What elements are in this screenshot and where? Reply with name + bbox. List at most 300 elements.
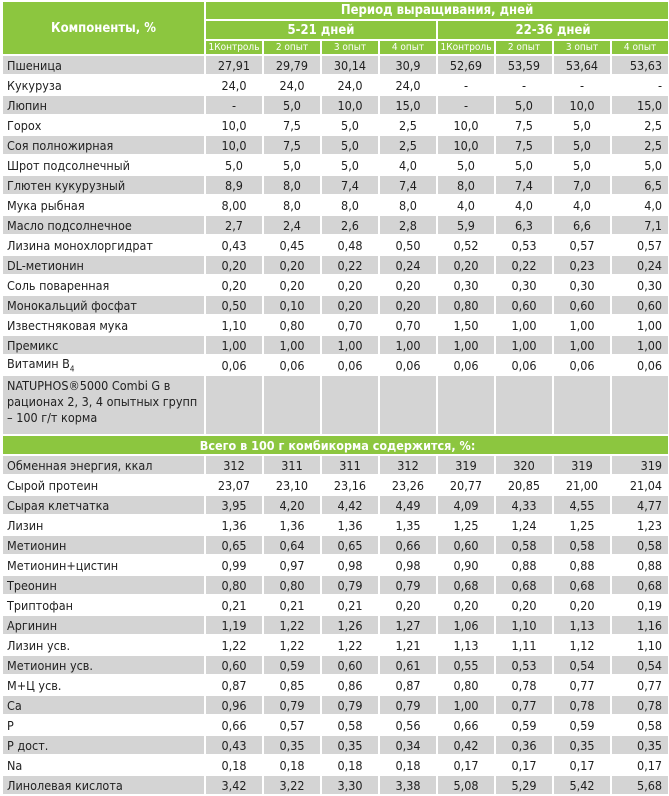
value-cell: 0,79 — [321, 575, 379, 595]
table-row — [2, 675, 669, 695]
row-label-text: Аргинин — [7, 617, 58, 633]
value-cell: 1,22 — [321, 635, 379, 655]
value-cell: 6,3 — [495, 215, 553, 235]
value-cell: 1,00 — [611, 315, 669, 335]
value-cell: 1,00 — [553, 335, 611, 355]
value-cell: 53,63 — [611, 55, 669, 75]
value-cell: 5,0 — [495, 155, 553, 175]
value-cell: 0,56 — [379, 715, 437, 735]
value-cell: 1,10 — [205, 315, 263, 335]
value-cell: 1,21 — [379, 635, 437, 655]
table-row — [2, 455, 669, 475]
row-label — [2, 155, 205, 175]
value-cell: 1,35 — [379, 515, 437, 535]
value-cell: 4,55 — [553, 495, 611, 515]
value-cell: 0,70 — [321, 315, 379, 335]
value-cell: 8,0 — [263, 175, 321, 195]
row-label-text: Метионин — [7, 537, 67, 553]
table-row — [2, 735, 669, 755]
value-cell: 0,98 — [379, 555, 437, 575]
value-cell: 24,0 — [379, 75, 437, 95]
row-label-text: Метионин+цистин — [7, 557, 119, 573]
value-cell: 5,0 — [321, 135, 379, 155]
value-cell: 0,42 — [437, 735, 495, 755]
value-cell: 10,0 — [321, 95, 379, 115]
value-cell: 1,50 — [437, 315, 495, 335]
value-cell: 0,35 — [553, 735, 611, 755]
row-label-text: Линолевая кислота — [7, 777, 123, 793]
value-cell: 0,68 — [495, 575, 553, 595]
value-cell: 3,95 — [205, 495, 263, 515]
row-label-text: Ca — [7, 697, 22, 713]
value-cell: 53,64 — [553, 55, 611, 75]
value-cell: 1,36 — [205, 515, 263, 535]
value-cell: 7,0 — [553, 175, 611, 195]
value-cell: 5,0 — [437, 155, 495, 175]
group-header: 1Контроль — [437, 40, 495, 55]
table-row — [2, 515, 669, 535]
row-label — [2, 535, 205, 555]
value-cell: 1,00 — [263, 335, 321, 355]
value-cell: 7,5 — [263, 115, 321, 135]
value-cell: 1,00 — [495, 335, 553, 355]
value-cell: 7,4 — [379, 175, 437, 195]
value-cell: 21,04 — [611, 475, 669, 495]
row-label — [2, 295, 205, 315]
value-cell: 0,50 — [379, 235, 437, 255]
table-row — [2, 775, 669, 795]
value-cell: 0,64 — [263, 535, 321, 555]
value-cell: 1,00 — [495, 315, 553, 335]
value-cell: 1,26 — [321, 615, 379, 635]
table-row — [2, 355, 669, 375]
value-cell: 24,0 — [321, 75, 379, 95]
value-cell: 0,58 — [611, 535, 669, 555]
value-cell: 0,24 — [379, 255, 437, 275]
value-cell: 0,58 — [553, 535, 611, 555]
row-label — [2, 675, 205, 695]
value-cell: 0,87 — [379, 675, 437, 695]
value-cell: 1,00 — [205, 335, 263, 355]
premix-note-body — [2, 375, 669, 455]
value-cell: 6,6 — [553, 215, 611, 235]
value-cell: 0,52 — [437, 235, 495, 255]
value-cell: 0,60 — [495, 295, 553, 315]
row-label — [2, 775, 205, 795]
value-cell: 0,45 — [263, 235, 321, 255]
value-cell: 0,78 — [611, 695, 669, 715]
value-cell: 5,0 — [263, 155, 321, 175]
value-cell: - — [205, 95, 263, 115]
value-cell: 0,20 — [437, 595, 495, 615]
value-cell: 5,0 — [611, 155, 669, 175]
row-label-text: Люпин — [7, 97, 47, 113]
value-cell: 1,10 — [495, 615, 553, 635]
table-row — [2, 75, 669, 95]
value-cell: 0,20 — [379, 275, 437, 295]
value-cell: 1,22 — [263, 615, 321, 635]
value-cell: 29,79 — [263, 55, 321, 75]
value-cell: 319 — [437, 455, 495, 475]
value-cell: 7,4 — [321, 175, 379, 195]
row-label-text: Na — [7, 757, 23, 773]
value-cell: 0,79 — [379, 575, 437, 595]
value-cell: 0,66 — [379, 535, 437, 555]
value-cell: 0,59 — [263, 655, 321, 675]
table-row — [2, 595, 669, 615]
table-row — [2, 535, 669, 555]
value-cell: 0,34 — [379, 735, 437, 755]
value-cell: 0,60 — [205, 655, 263, 675]
row-label-text: Сырая клетчатка — [7, 497, 110, 513]
ingredients-body — [2, 55, 669, 375]
value-cell: 0,43 — [205, 235, 263, 255]
value-cell: 4,0 — [437, 195, 495, 215]
value-cell: 0,48 — [321, 235, 379, 255]
row-label — [2, 635, 205, 655]
value-cell: 1,22 — [263, 635, 321, 655]
value-cell: 0,77 — [611, 675, 669, 695]
row-label — [2, 275, 205, 295]
value-cell: 0,58 — [321, 715, 379, 735]
group-header: 4 опыт — [379, 40, 437, 55]
row-label-subscript: 4 — [69, 364, 75, 374]
value-cell: 0,17 — [437, 755, 495, 775]
row-label — [2, 75, 205, 95]
value-cell: 0,22 — [495, 255, 553, 275]
value-cell: 1,00 — [553, 315, 611, 335]
table-row — [2, 235, 669, 255]
table-row — [2, 495, 669, 515]
value-cell: 20,77 — [437, 475, 495, 495]
table-row — [2, 175, 669, 195]
value-cell: 0,59 — [553, 715, 611, 735]
value-cell: 0,58 — [495, 535, 553, 555]
value-cell: 1,00 — [321, 335, 379, 355]
value-cell: 2,5 — [379, 135, 437, 155]
table-row — [2, 295, 669, 315]
value-cell: 0,60 — [437, 535, 495, 555]
value-cell: 4,0 — [379, 155, 437, 175]
table-row — [2, 155, 669, 175]
value-cell: 1,00 — [437, 695, 495, 715]
value-cell: 0,55 — [437, 655, 495, 675]
value-cell: 5,0 — [321, 155, 379, 175]
value-cell: 0,21 — [321, 595, 379, 615]
row-label — [2, 255, 205, 275]
value-cell: 3,30 — [321, 775, 379, 795]
value-cell: 1,12 — [553, 635, 611, 655]
table-row — [2, 335, 669, 355]
value-cell: 0,80 — [205, 575, 263, 595]
row-label — [2, 315, 205, 335]
table-row — [2, 95, 669, 115]
value-cell: 1,22 — [205, 635, 263, 655]
value-cell: 2,4 — [263, 215, 321, 235]
value-cell: 10,0 — [437, 135, 495, 155]
value-cell: 4,42 — [321, 495, 379, 515]
value-cell: 0,06 — [379, 355, 437, 375]
row-label-text: Соль поваренная — [7, 277, 110, 293]
value-cell: 0,80 — [437, 295, 495, 315]
value-cell: 0,20 — [553, 595, 611, 615]
value-cell: 1,00 — [611, 335, 669, 355]
value-cell: 0,77 — [495, 695, 553, 715]
row-label-text: Сырой протеин — [7, 477, 99, 493]
value-cell: 0,59 — [495, 715, 553, 735]
row-label — [2, 215, 205, 235]
row-label — [2, 195, 205, 215]
table-row — [2, 315, 669, 335]
value-cell: 0,80 — [263, 315, 321, 335]
value-cell: 10,0 — [205, 135, 263, 155]
value-cell: 0,20 — [205, 275, 263, 295]
group-header: 4 опыт — [611, 40, 669, 55]
value-cell: 8,0 — [437, 175, 495, 195]
table-row — [2, 555, 669, 575]
row-label — [2, 175, 205, 195]
value-cell: 0,06 — [437, 355, 495, 375]
row-label — [2, 695, 205, 715]
value-cell: 1,23 — [611, 515, 669, 535]
value-cell: 24,0 — [205, 75, 263, 95]
value-cell: 5,0 — [553, 115, 611, 135]
row-label-text: Лизина монохлоргидрат — [7, 237, 153, 253]
row-label — [2, 595, 205, 615]
table-row — [2, 55, 669, 75]
value-cell: 0,20 — [379, 295, 437, 315]
value-cell: 7,4 — [495, 175, 553, 195]
value-cell: 4,0 — [495, 195, 553, 215]
row-label-text: Соя полножирная — [7, 137, 114, 153]
value-cell: 5,9 — [437, 215, 495, 235]
value-cell: 3,38 — [379, 775, 437, 795]
table-row — [2, 695, 669, 715]
row-label-text: М+Ц усв. — [7, 677, 62, 693]
value-cell: 312 — [205, 455, 263, 475]
value-cell: 0,18 — [379, 755, 437, 775]
value-cell: 4,09 — [437, 495, 495, 515]
value-cell: 5,0 — [205, 155, 263, 175]
value-cell: 0,60 — [321, 655, 379, 675]
value-cell: 0,57 — [263, 715, 321, 735]
value-cell: 0,87 — [205, 675, 263, 695]
value-cell: 0,18 — [321, 755, 379, 775]
value-cell: 311 — [263, 455, 321, 475]
table-row — [2, 135, 669, 155]
value-cell: 0,43 — [205, 735, 263, 755]
value-cell: 319 — [611, 455, 669, 475]
row-label-text: P дост. — [7, 737, 49, 753]
value-cell: 0,22 — [321, 255, 379, 275]
table-header — [2, 1, 669, 55]
value-cell: 5,0 — [553, 135, 611, 155]
value-cell: 1,27 — [379, 615, 437, 635]
row-label — [2, 335, 205, 355]
value-cell: 4,49 — [379, 495, 437, 515]
value-cell: 2,7 — [205, 215, 263, 235]
range-22-36-header: 22-36 дней — [437, 20, 669, 40]
table-row — [2, 255, 669, 275]
value-cell: 7,5 — [495, 135, 553, 155]
value-cell: 4,20 — [263, 495, 321, 515]
table-row — [2, 215, 669, 235]
value-cell: 1,25 — [553, 515, 611, 535]
value-cell: 1,10 — [611, 635, 669, 655]
table-row — [2, 115, 669, 135]
value-cell: 5,68 — [611, 775, 669, 795]
value-cell: 0,18 — [263, 755, 321, 775]
value-cell: 0,66 — [205, 715, 263, 735]
value-cell: 0,98 — [321, 555, 379, 575]
composition-table — [1, 0, 669, 796]
value-cell: 0,06 — [321, 355, 379, 375]
value-cell: 0,68 — [553, 575, 611, 595]
value-cell: 2,5 — [611, 135, 669, 155]
value-cell: 2,5 — [611, 115, 669, 135]
value-cell: 0,06 — [553, 355, 611, 375]
value-cell: 0,54 — [611, 655, 669, 675]
group-header: 2 опыт — [495, 40, 553, 55]
nutrient-section-title: Всего в 100 г комбикорма содержится, %: — [2, 435, 669, 455]
row-label — [2, 555, 205, 575]
value-cell: 0,60 — [553, 295, 611, 315]
row-label-text: Триптофан — [7, 597, 73, 613]
row-label-text: Лизин — [7, 517, 44, 533]
nutrients-body — [2, 455, 669, 795]
value-cell: 0,88 — [611, 555, 669, 575]
value-cell: 53,59 — [495, 55, 553, 75]
row-label — [2, 235, 205, 255]
value-cell: 52,69 — [437, 55, 495, 75]
section-row — [2, 435, 669, 455]
value-cell: 0,20 — [321, 295, 379, 315]
value-cell: 1,25 — [437, 515, 495, 535]
value-cell: 312 — [379, 455, 437, 475]
value-cell: 0,20 — [205, 255, 263, 275]
value-cell: 1,36 — [263, 515, 321, 535]
row-label — [2, 755, 205, 775]
row-label-text: P — [7, 717, 14, 733]
row-label — [2, 615, 205, 635]
value-cell: 1,06 — [437, 615, 495, 635]
value-cell: 4,0 — [553, 195, 611, 215]
value-cell: 24,0 — [263, 75, 321, 95]
value-cell: 10,0 — [437, 115, 495, 135]
value-cell: 1,19 — [205, 615, 263, 635]
value-cell: 0,20 — [263, 255, 321, 275]
value-cell: 0,20 — [321, 275, 379, 295]
value-cell: 7,5 — [263, 135, 321, 155]
row-label — [2, 495, 205, 515]
row-label-text: Треонин — [7, 577, 57, 593]
value-cell: 20,85 — [495, 475, 553, 495]
value-cell: 0,97 — [263, 555, 321, 575]
row-label-text: Шрот подсолнечный — [7, 157, 130, 173]
value-cell: 0,24 — [611, 255, 669, 275]
note-row — [2, 375, 669, 435]
value-cell: 5,0 — [321, 115, 379, 135]
value-cell: 1,36 — [321, 515, 379, 535]
row-label — [2, 95, 205, 115]
row-label-text: Горох — [7, 117, 42, 133]
period-header: Период выращивания, дней — [205, 1, 669, 20]
value-cell: 5,0 — [495, 95, 553, 115]
value-cell: 2,6 — [321, 215, 379, 235]
value-cell: 0,96 — [205, 695, 263, 715]
value-cell: 5,42 — [553, 775, 611, 795]
value-cell: - — [495, 75, 553, 95]
value-cell: 4,77 — [611, 495, 669, 515]
row-label-text: Известняковая мука — [7, 317, 129, 333]
row-label-text: Глютен кукурузный — [7, 177, 126, 193]
value-cell: 1,13 — [437, 635, 495, 655]
row-label-text: Метионин усв. — [7, 657, 93, 673]
value-cell: 23,10 — [263, 475, 321, 495]
value-cell: 6,5 — [611, 175, 669, 195]
value-cell: 0,35 — [263, 735, 321, 755]
value-cell: 0,86 — [321, 675, 379, 695]
value-cell: 0,80 — [263, 575, 321, 595]
range-5-21-header: 5-21 дней — [205, 20, 437, 40]
group-header: 1Контроль — [205, 40, 263, 55]
value-cell: 2,5 — [379, 115, 437, 135]
value-cell: 15,0 — [611, 95, 669, 115]
table-row — [2, 655, 669, 675]
value-cell: 0,36 — [495, 735, 553, 755]
value-cell: 0,30 — [495, 275, 553, 295]
value-cell: 0,79 — [321, 695, 379, 715]
table-row — [2, 475, 669, 495]
value-cell: 0,68 — [437, 575, 495, 595]
row-label-text: Пшеница — [7, 57, 62, 73]
table-row — [2, 635, 669, 655]
value-cell: 0,19 — [611, 595, 669, 615]
value-cell: 0,21 — [263, 595, 321, 615]
row-label-text: Мука рыбная — [7, 197, 85, 213]
value-cell: 0,65 — [321, 535, 379, 555]
value-cell: 0,80 — [437, 675, 495, 695]
value-cell: 0,85 — [263, 675, 321, 695]
row-label-text: Кукуруза — [7, 77, 62, 93]
value-cell: 320 — [495, 455, 553, 475]
value-cell: 23,16 — [321, 475, 379, 495]
value-cell: 8,0 — [379, 195, 437, 215]
value-cell: 0,53 — [495, 235, 553, 255]
value-cell: 4,0 — [611, 195, 669, 215]
value-cell: 1,16 — [611, 615, 669, 635]
value-cell: 1,13 — [553, 615, 611, 635]
value-cell: 0,57 — [611, 235, 669, 255]
value-cell: - — [437, 95, 495, 115]
value-cell: 0,17 — [495, 755, 553, 775]
row-label — [2, 715, 205, 735]
value-cell: 27,91 — [205, 55, 263, 75]
value-cell: 0,88 — [553, 555, 611, 575]
components-header: Компоненты, % — [2, 1, 205, 55]
value-cell: 0,99 — [205, 555, 263, 575]
value-cell: 0,06 — [611, 355, 669, 375]
value-cell: 8,00 — [205, 195, 263, 215]
value-cell: 0,88 — [495, 555, 553, 575]
value-cell: 10,0 — [205, 115, 263, 135]
value-cell: 0,20 — [495, 595, 553, 615]
value-cell: 0,06 — [263, 355, 321, 375]
value-cell: 0,90 — [437, 555, 495, 575]
value-cell: 0,20 — [437, 255, 495, 275]
value-cell: 319 — [553, 455, 611, 475]
row-label — [2, 355, 205, 375]
